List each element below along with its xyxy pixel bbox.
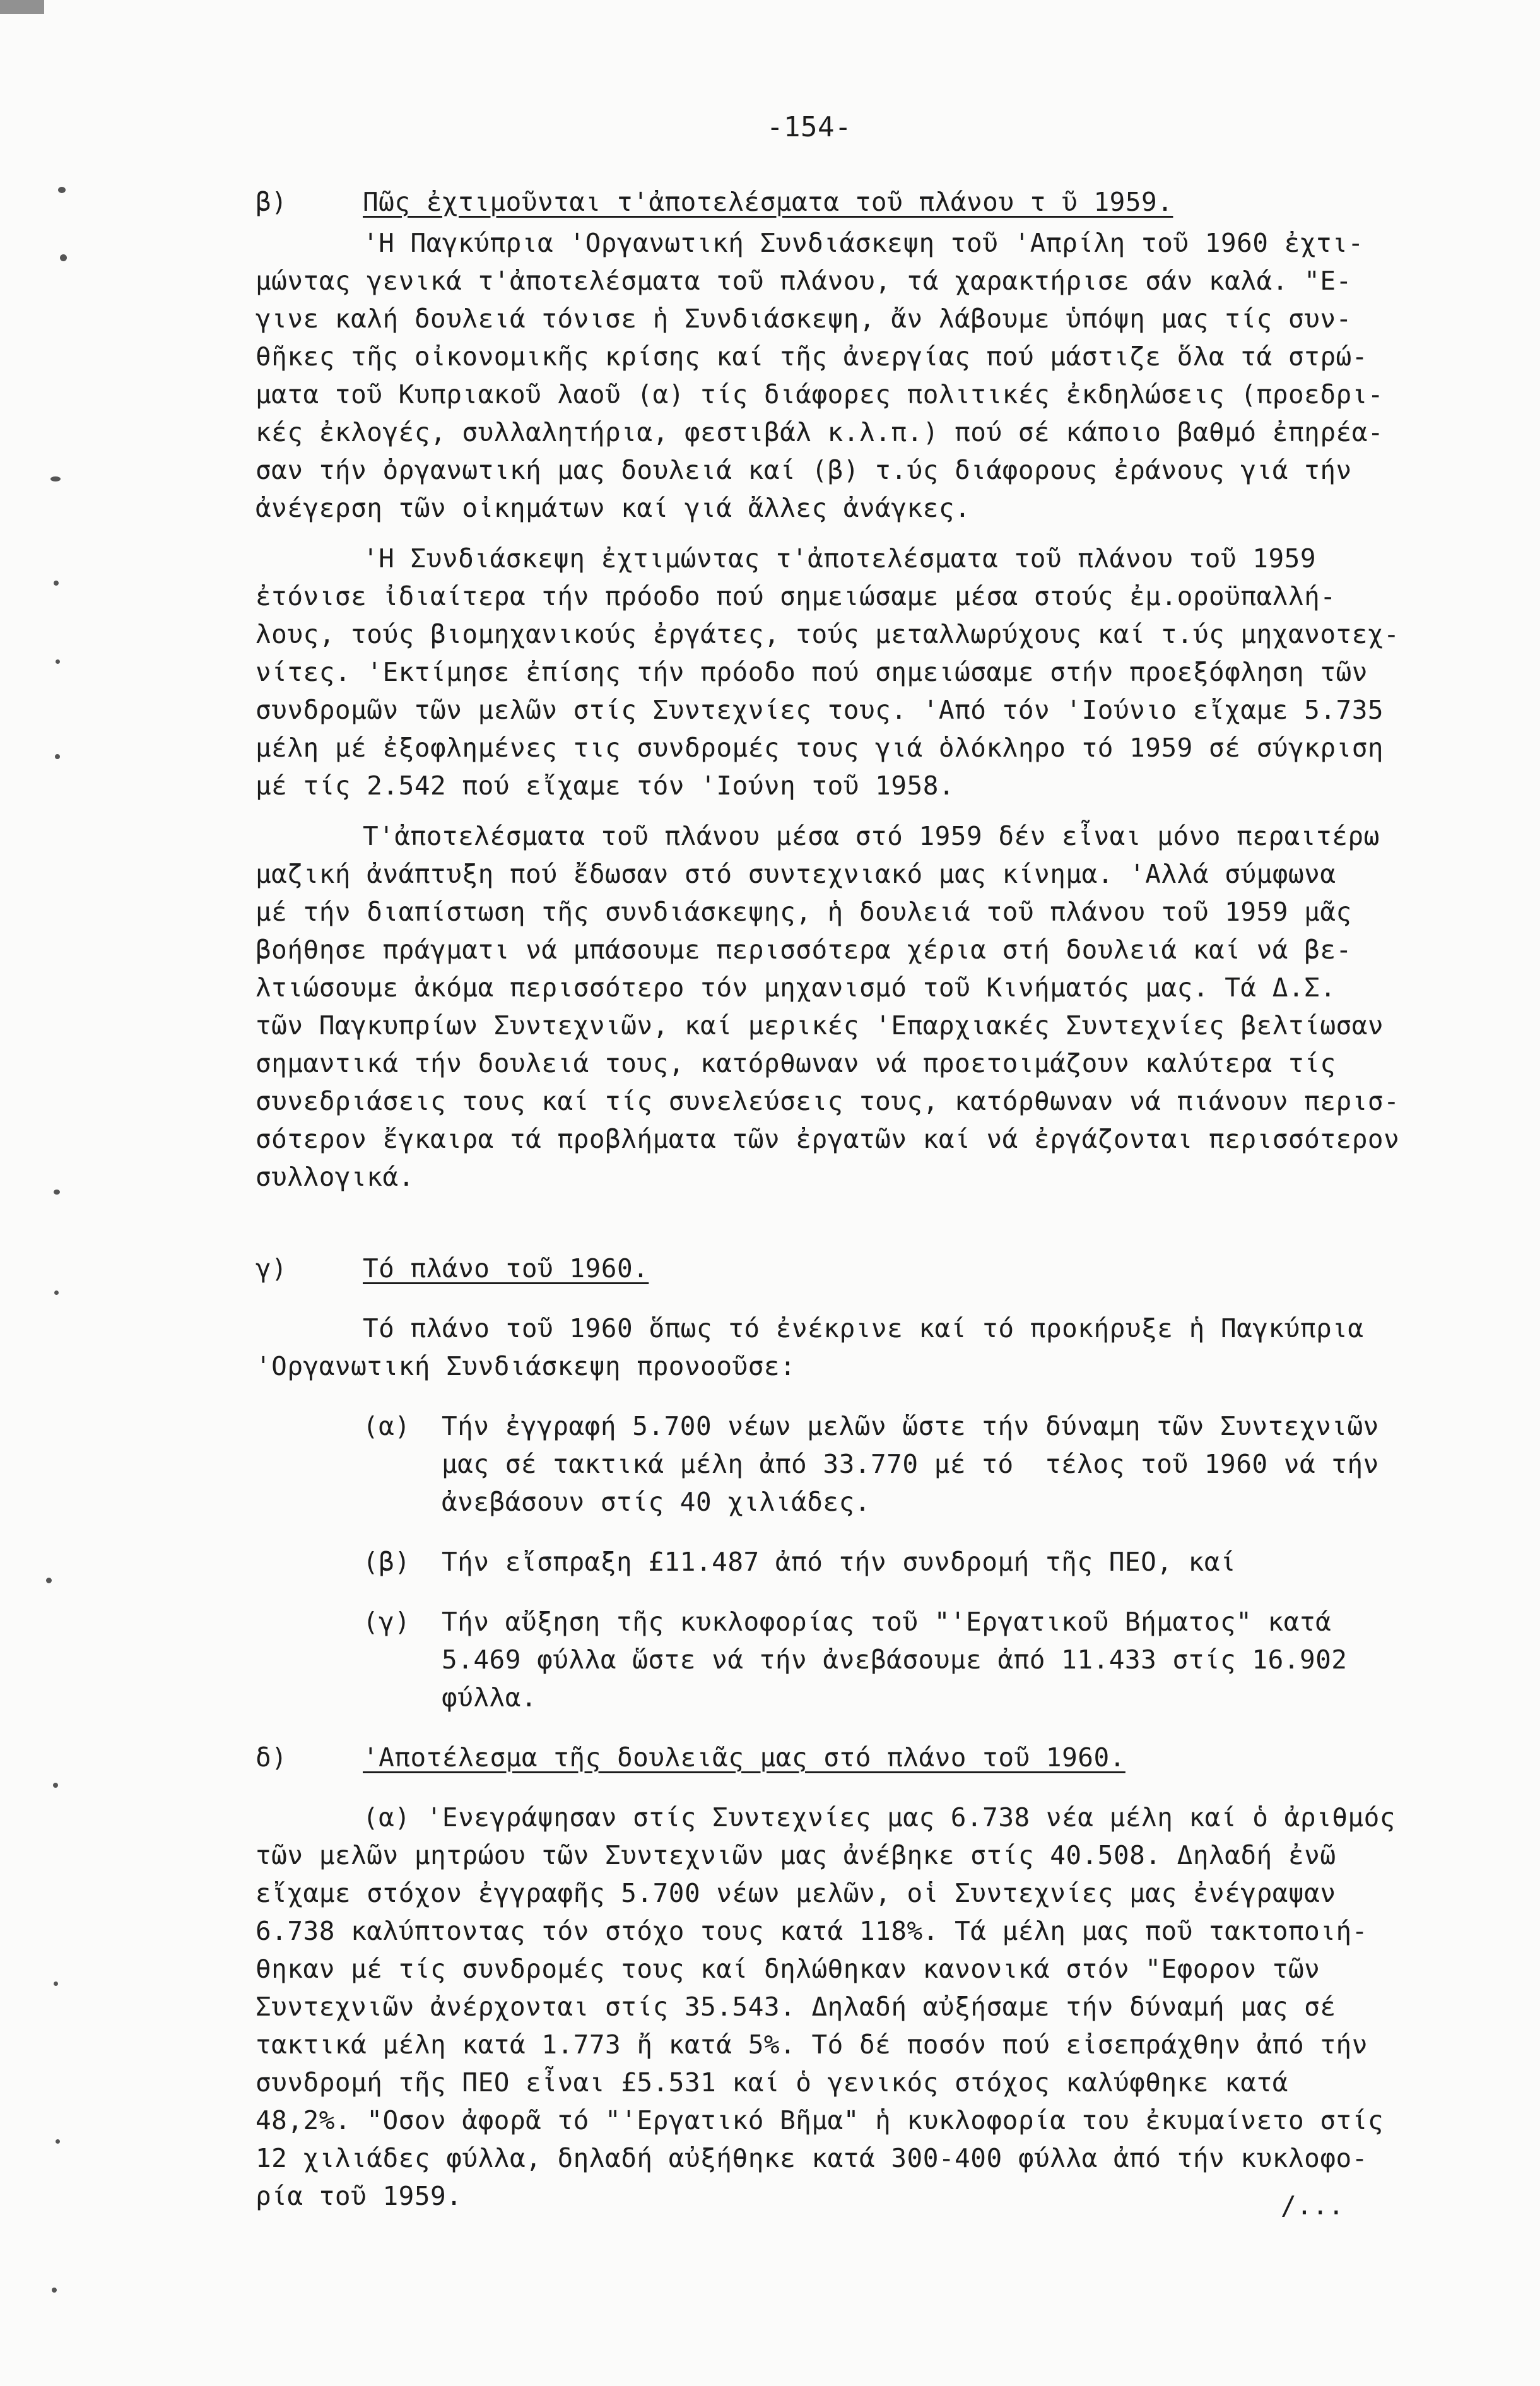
scan-artifact xyxy=(50,476,61,481)
paragraph-line: ρία τοῦ 1959. xyxy=(256,2181,462,2211)
paragraph-line: τακτικά μέλη κατά 1.773 ἤ κατά 5%. Τό δέ ποσόν πού εἰσεπράχθην ἀπό τήν xyxy=(256,2029,1368,2060)
section-marker: β) xyxy=(256,187,288,217)
list-item-line: μας σέ τακτικά μέλη ἀπό 33.770 μέ τό τέλος τοῦ 1960 νά τήν xyxy=(442,1449,1379,1479)
section-heading: Τό πλάνο τοῦ 1960. xyxy=(363,1253,649,1284)
paragraph-line: 'Οργανωτική Συνδιάσκεψη προνοοῦσε: xyxy=(256,1351,796,1381)
paragraph-line: εἴχαμε στόχον ἐγγραφῆς 5.700 νέων μελῶν, οἱ Συντεχνίες μας ἐνέγραψαν xyxy=(256,1878,1336,1908)
paragraph-line: μέ τίς 2.542 πού εἴχαμε τόν 'Ιούνη τοῦ 1958. xyxy=(256,771,955,801)
paragraph-line: 12 χιλιάδες φύλλα, δηλαδή αὐξήθηκε κατά 300-400 φύλλα ἀπό τήν κυκλοφο- xyxy=(256,2143,1368,2173)
scan-artifact xyxy=(52,2288,57,2293)
page-number: -154- xyxy=(767,111,852,143)
paragraph-line: 'Η Παγκύπρια 'Οργανωτική Συνδιάσκεψη τοῦ 'Απρίλη τοῦ 1960 ἐχτι- xyxy=(363,228,1364,258)
list-item-line: φύλλα. xyxy=(442,1682,538,1713)
paragraph-line: συνδρομῶν τῶν μελῶν στίς Συντεχνίες τους. 'Από τόν 'Ιούνιο εἴχαμε 5.735 xyxy=(256,695,1384,725)
paragraph-line: 6.738 καλύπτοντας τόν στόχο τους κατά 118%. Τά μέλη μας ποῦ τακτοποιή- xyxy=(256,1916,1368,1946)
paragraph-line: μέ τήν διαπίστωση τῆς συνδιάσκεψης, ἡ δουλειά τοῦ πλάνου τοῦ 1959 μᾶς xyxy=(256,897,1352,927)
paragraph-line: μαζική ἀνάπτυξη πού ἔδωσαν στό συντεχνιακό μας κίνημα. 'Αλλά σύμφωνα xyxy=(256,859,1336,889)
paragraph-line: θῆκες τῆς οἰκονομικῆς κρίσης καί τῆς ἀνεργίας πού μάστιζε ὅλα τά στρώ- xyxy=(256,341,1368,372)
paragraph-line: (α) 'Ενεγράψησαν στίς Συντεχνίες μας 6.738 νέα μέλη καί ὁ ἀριθμός xyxy=(363,1802,1396,1833)
section-heading: 'Αποτέλεσμα τῆς δουλειᾶς μας στό πλάνο τοῦ 1960. xyxy=(363,1742,1126,1773)
paragraph-line: συνεδριάσεις τους καί τίς συνελεύσεις τους, κατόρθωναν νά πιάνουν περισ- xyxy=(256,1086,1400,1116)
list-item-marker: (β) xyxy=(363,1547,411,1577)
list-item-line: Τήν αὔξηση τῆς κυκλοφορίας τοῦ "'Εργατικοῦ Βήματος" κατά xyxy=(442,1607,1332,1637)
list-item-marker: (α) xyxy=(363,1411,411,1441)
paragraph-line: σημαντικά τήν δουλειά τους, κατόρθωναν νά προετοιμάζουν καλύτερα τίς xyxy=(256,1048,1336,1078)
paragraph-line: Τ'ἀποτελέσματα τοῦ πλάνου μέσα στό 1959 δέν εἶναι μόνο περαιτέρω xyxy=(363,821,1380,851)
scan-artifact xyxy=(0,0,44,14)
paragraph-line: 48,2%. "Οσον ἀφορᾶ τό "'Εργατικό Βῆμα" ἡ κυκλοφορία του ἐκυμαίνετο στίς xyxy=(256,2105,1384,2135)
scan-artifact xyxy=(54,1981,58,1986)
paragraph-line: θηκαν μέ τίς συνδρομές τους καί δηλώθηκαν κανονικά στόν "Εφορον τῶν xyxy=(256,1954,1320,1984)
list-item-line: Τήν εἴσπραξη £11.487 ἀπό τήν συνδρομή τῆς ΠΕΟ, καί xyxy=(442,1547,1237,1577)
paragraph-line: Τό πλάνο τοῦ 1960 ὅπως τό ἐνέκρινε καί τό προκήρυξε ἡ Παγκύπρια xyxy=(363,1313,1364,1344)
scan-artifact xyxy=(54,581,59,586)
paragraph-line: λους, τούς βιομηχανικούς ἐργάτες, τούς μεταλλωρύχους καί τ.ύς μηχανοτεχ- xyxy=(256,619,1400,649)
scan-artifact xyxy=(46,1578,52,1583)
paragraph-line: ματα τοῦ Κυπριακοῦ λαοῦ (α) τίς διάφορες πολιτικές ἐκδηλώσεις (προεδρι- xyxy=(256,379,1384,410)
paragraph-line: συνδρομή τῆς ΠΕΟ εἶναι £5.531 καί ὁ γενικός στόχος καλύφθηκε κατά xyxy=(256,2067,1288,2098)
paragraph-line: κές ἐκλογές, συλλαλητήρια, φεστιβάλ κ.λ.π.) πού σέ κάποιο βαθμό ἐπηρέα- xyxy=(256,417,1384,447)
paragraph-line: νίτες. 'Εκτίμησε ἐπίσης τήν πρόοδο πού σημειώσαμε στήν προεξόφληση τῶν xyxy=(256,657,1368,687)
scan-artifact xyxy=(54,1290,59,1295)
scan-artifact xyxy=(54,1190,60,1195)
scan-artifact xyxy=(56,659,60,664)
scan-artifact xyxy=(60,254,67,261)
list-item-marker: (γ) xyxy=(363,1607,411,1637)
paragraph-line: Συντεχνιῶν ἀνέρχονται στίς 35.543. Δηλαδή αὐξήσαμε τήν δύναμή μας σέ xyxy=(256,1992,1336,2022)
paragraph-line: ἐτόνισε ἰδιαίτερα τήν πρόοδο πού σημειώσαμε μέσα στούς ἐμ.οροϋπαλλή- xyxy=(256,581,1336,611)
paragraph-line: μώντας γενικά τ'ἀποτελέσματα τοῦ πλάνου, τά χαρακτήρισε σάν καλά. "Ε- xyxy=(256,266,1352,296)
paragraph-line: 'Η Συνδιάσκεψη ἐχτιμώντας τ'ἀποτελέσματα τοῦ πλάνου τοῦ 1959 xyxy=(363,543,1317,574)
scan-artifact xyxy=(56,2139,60,2144)
paragraph-line: λτιώσουμε ἀκόμα περισσότερο τόν μηχανισμό τοῦ Κινήματός μας. Τά Δ.Σ. xyxy=(256,972,1336,1003)
paragraph-line: σαν τήν ὀργανωτική μας δουλειά καί (β) τ.ύς διάφορους ἐράνους γιά τήν xyxy=(256,455,1352,485)
section-heading: Πῶς ἐχτιμοῦνται τ'ἀποτελέσματα τοῦ πλάνου τ ῦ 1959. xyxy=(363,187,1173,217)
list-item-line: Τήν ἐγγραφή 5.700 νέων μελῶν ὥστε τήν δύναμη τῶν Συντεχνιῶν xyxy=(442,1411,1379,1441)
list-item-line: ἀνεβάσουν στίς 40 χιλιάδες. xyxy=(442,1487,871,1517)
paragraph-line: μέλη μέ ἐξοφλημένες τις συνδρομές τους γιά ὁλόκληρο τό 1959 σέ σύγκριση xyxy=(256,733,1384,763)
section-marker: γ) xyxy=(256,1253,288,1284)
paragraph-line: τῶν Παγκυπρίων Συντεχνιῶν, καί μερικές 'Επαρχιακές Συντεχνίες βελτίωσαν xyxy=(256,1010,1384,1041)
paragraph-line: βοήθησε πράγματι νά μπάσουμε περισσότερα χέρια στή δουλειά καί νά βε- xyxy=(256,935,1352,965)
paragraph-line: συλλογικά. xyxy=(256,1162,414,1192)
paragraph-line: τῶν μελῶν μητρώου τῶν Συντεχνιῶν μας ἀνέβηκε στίς 40.508. Δηλαδή ἐνῶ xyxy=(256,1840,1336,1870)
paragraph-line: ἀνέγερση τῶν οἰκημάτων καί γιά ἄλλες ἀνάγκες. xyxy=(256,493,971,523)
scan-artifact xyxy=(58,187,66,193)
scan-artifact xyxy=(55,754,60,759)
section-marker: δ) xyxy=(256,1742,288,1773)
scan-artifact xyxy=(53,1783,58,1788)
list-item-line: 5.469 φύλλα ὥστε νά τήν ἀνεβάσουμε ἀπό 11.433 στίς 16.902 xyxy=(442,1645,1348,1675)
paragraph-line: γινε καλή δουλειά τόνισε ἡ Συνδιάσκεψη, ἄν λάβουμε ὑπόψη μας τίς συν- xyxy=(256,304,1352,334)
continuation-mark: /... xyxy=(1281,2190,1344,2221)
paragraph-line: σότερον ἔγκαιρα τά προβλήματα τῶν ἐργατῶν καί νά ἐργάζονται περισσότερον xyxy=(256,1124,1400,1154)
